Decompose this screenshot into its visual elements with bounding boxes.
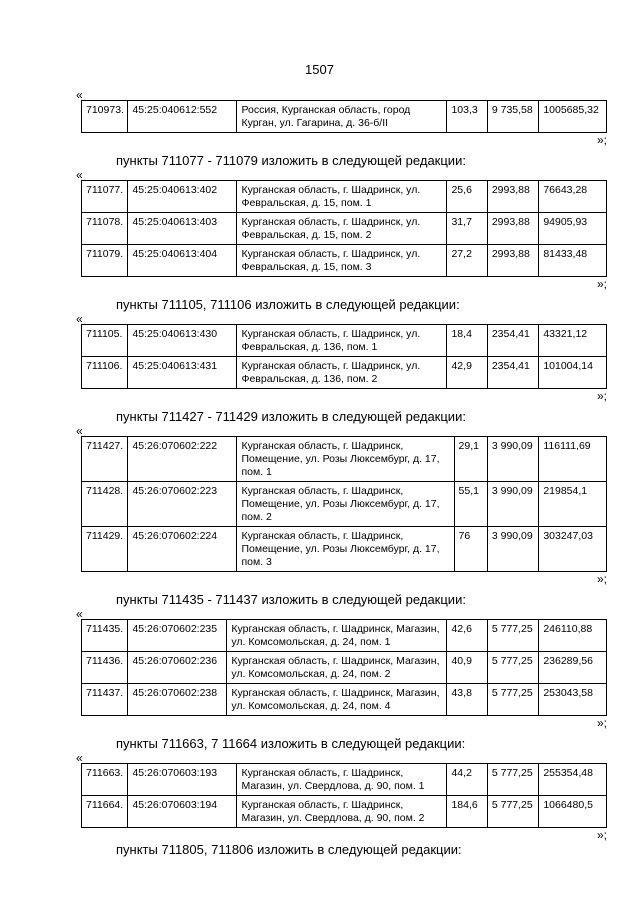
table-row bbox=[82, 357, 607, 389]
cadastral-number-cell: 45:26:070602:236 bbox=[128, 652, 227, 684]
cadastral-value-cell: 236289,56 bbox=[539, 652, 607, 684]
cadastral-value-cell: 303247,03 bbox=[539, 527, 607, 572]
item-number-cell: 711079. bbox=[82, 245, 128, 277]
table-row bbox=[82, 482, 607, 527]
price-per-unit-cell: 2993,88 bbox=[487, 245, 538, 277]
area-cell: 42,9 bbox=[447, 357, 487, 389]
amendment-instruction: пункты 711077 - 711079 изложить в следующей редакции: bbox=[116, 153, 466, 168]
final-instruction: пункты 711805, 711806 изложить в следующей редакции: bbox=[116, 842, 462, 857]
amendment-instruction: пункты 711105, 711106 изложить в следующей редакции: bbox=[116, 297, 460, 312]
document-body bbox=[0, 90, 639, 859]
cadastral-value-cell: 1005685,32 bbox=[539, 101, 607, 133]
cadastral-number-cell: 45:26:070602:223 bbox=[128, 482, 237, 527]
price-per-unit-cell: 3 990,09 bbox=[487, 437, 538, 482]
quote-close: »; bbox=[596, 828, 607, 842]
registry-table bbox=[81, 763, 607, 828]
price-per-unit-cell: 2354,41 bbox=[487, 325, 538, 357]
address-cell: Курганская область, г. Шадринск, Магазин, ул. Комсомольская, д. 24, пом. 4 bbox=[227, 684, 447, 716]
item-number-cell: 710973. bbox=[82, 101, 128, 133]
quote-open: « bbox=[76, 424, 83, 438]
area-cell: 55,1 bbox=[454, 482, 487, 527]
cadastral-number-cell: 45:26:070602:222 bbox=[128, 437, 237, 482]
cadastral-value-cell: 43321,12 bbox=[539, 325, 607, 357]
cadastral-value-cell: 81433,48 bbox=[539, 245, 607, 277]
registry-table bbox=[81, 436, 607, 572]
registry-table bbox=[81, 619, 607, 716]
cadastral-value-cell: 255354,48 bbox=[539, 764, 607, 796]
quote-open: « bbox=[76, 607, 83, 621]
address-cell: Курганская область, г. Шадринск, Магазин, ул. Свердлова, д. 90, пом. 2 bbox=[237, 796, 447, 828]
price-per-unit-cell: 3 990,09 bbox=[487, 527, 538, 572]
area-cell: 31,7 bbox=[447, 213, 487, 245]
address-cell: Курганская область, г. Шадринск, Помещение, ул. Розы Люксембург, д. 17, пом. 2 bbox=[237, 482, 454, 527]
area-cell: 29,1 bbox=[454, 437, 487, 482]
cadastral-value-cell: 219854,1 bbox=[539, 482, 607, 527]
item-number-cell: 711106. bbox=[82, 357, 128, 389]
registry-table bbox=[81, 180, 607, 277]
price-per-unit-cell: 9 735,58 bbox=[487, 101, 538, 133]
price-per-unit-cell: 2993,88 bbox=[487, 213, 538, 245]
price-per-unit-cell: 5 777,25 bbox=[487, 620, 538, 652]
item-number-cell: 711663. bbox=[82, 764, 128, 796]
amendment-instruction: пункты 711435 - 711437 изложить в следующей редакции: bbox=[116, 592, 466, 607]
cadastral-number-cell: 45:26:070603:193 bbox=[128, 764, 237, 796]
quote-close: »; bbox=[596, 277, 607, 291]
area-cell: 184,6 bbox=[447, 796, 487, 828]
area-cell: 76 bbox=[454, 527, 487, 572]
item-number-cell: 711429. bbox=[82, 527, 128, 572]
page-number: 1507 bbox=[305, 62, 334, 77]
cadastral-number-cell: 45:25:040613:430 bbox=[128, 325, 237, 357]
table-row bbox=[82, 245, 607, 277]
table-row bbox=[82, 437, 607, 482]
table-row bbox=[82, 796, 607, 828]
price-per-unit-cell: 3 990,09 bbox=[487, 482, 538, 527]
item-number-cell: 711437. bbox=[82, 684, 128, 716]
area-cell: 27,2 bbox=[447, 245, 487, 277]
address-cell: Курганская область, г. Шадринск, ул. Февральская, д. 136, пом. 1 bbox=[237, 325, 447, 357]
amendment-instruction: пункты 711427 - 711429 изложить в следующей редакции: bbox=[116, 409, 466, 424]
price-per-unit-cell: 5 777,25 bbox=[487, 764, 538, 796]
table-row bbox=[82, 620, 607, 652]
cadastral-value-cell: 253043,58 bbox=[539, 684, 607, 716]
item-number-cell: 711664. bbox=[82, 796, 128, 828]
cadastral-value-cell: 1066480,5 bbox=[539, 796, 607, 828]
area-cell: 43,8 bbox=[447, 684, 487, 716]
table-row bbox=[82, 181, 607, 213]
cadastral-value-cell: 76643,28 bbox=[539, 181, 607, 213]
address-cell: Курганская область, г. Шадринск, ул. Февральская, д. 136, пом. 2 bbox=[237, 357, 447, 389]
cadastral-number-cell: 45:25:040612:552 bbox=[128, 101, 237, 133]
area-cell: 42,6 bbox=[447, 620, 487, 652]
area-cell: 103,3 bbox=[447, 101, 487, 133]
cadastral-number-cell: 45:26:070603:194 bbox=[128, 796, 237, 828]
cadastral-number-cell: 45:26:070602:224 bbox=[128, 527, 237, 572]
cadastral-value-cell: 246110,88 bbox=[539, 620, 607, 652]
address-cell: Курганская область, г. Шадринск, Помещение, ул. Розы Люксембург, д. 17, пом. 1 bbox=[237, 437, 454, 482]
table-row bbox=[82, 101, 607, 133]
table-row bbox=[82, 764, 607, 796]
address-cell: Курганская область, г. Шадринск, Магазин, ул. Свердлова, д. 90, пом. 1 bbox=[237, 764, 447, 796]
address-cell: Курганская область, г. Шадринск, ул. Февральская, д. 15, пом. 2 bbox=[237, 213, 447, 245]
item-number-cell: 711428. bbox=[82, 482, 128, 527]
address-cell: Курганская область, г. Шадринск, ул. Февральская, д. 15, пом. 1 bbox=[237, 181, 447, 213]
price-per-unit-cell: 5 777,25 bbox=[487, 652, 538, 684]
area-cell: 44,2 bbox=[447, 764, 487, 796]
cadastral-number-cell: 45:26:070602:235 bbox=[128, 620, 227, 652]
quote-close: »; bbox=[596, 133, 607, 147]
quote-open: « bbox=[76, 88, 83, 102]
area-cell: 25,6 bbox=[447, 181, 487, 213]
quote-close: »; bbox=[596, 716, 607, 730]
address-cell: Курганская область, г. Шадринск, Помещение, ул. Розы Люксембург, д. 17, пом. 3 bbox=[237, 527, 454, 572]
quote-close: »; bbox=[596, 572, 607, 586]
address-cell: Курганская область, г. Шадринск, Магазин, ул. Комсомольская, д. 24, пом. 1 bbox=[227, 620, 447, 652]
item-number-cell: 711427. bbox=[82, 437, 128, 482]
price-per-unit-cell: 5 777,25 bbox=[487, 796, 538, 828]
registry-table bbox=[81, 324, 607, 389]
address-cell: Россия, Курганская область, город Курган, ул. Гагарина, д. 36-б/II bbox=[237, 101, 447, 133]
quote-open: « bbox=[76, 168, 83, 182]
table-row bbox=[82, 684, 607, 716]
cadastral-value-cell: 101004,14 bbox=[539, 357, 607, 389]
price-per-unit-cell: 2993,88 bbox=[487, 181, 538, 213]
quote-open: « bbox=[76, 751, 83, 765]
item-number-cell: 711078. bbox=[82, 213, 128, 245]
cadastral-number-cell: 45:25:040613:402 bbox=[128, 181, 237, 213]
area-cell: 40,9 bbox=[447, 652, 487, 684]
address-cell: Курганская область, г. Шадринск, ул. Февральская, д. 15, пом. 3 bbox=[237, 245, 447, 277]
cadastral-value-cell: 94905,93 bbox=[539, 213, 607, 245]
table-row bbox=[82, 325, 607, 357]
item-number-cell: 711077. bbox=[82, 181, 128, 213]
registry-table bbox=[81, 100, 607, 133]
quote-close: »; bbox=[596, 389, 607, 403]
area-cell: 18,4 bbox=[447, 325, 487, 357]
item-number-cell: 711436. bbox=[82, 652, 128, 684]
table-row bbox=[82, 652, 607, 684]
quote-open: « bbox=[76, 312, 83, 326]
table-row bbox=[82, 213, 607, 245]
price-per-unit-cell: 2354,41 bbox=[487, 357, 538, 389]
cadastral-number-cell: 45:26:070602:238 bbox=[128, 684, 227, 716]
amendment-instruction: пункты 711663, 7 11664 изложить в следующей редакции: bbox=[116, 736, 466, 751]
cadastral-number-cell: 45:25:040613:403 bbox=[128, 213, 237, 245]
address-cell: Курганская область, г. Шадринск, Магазин, ул. Комсомольская, д. 24, пом. 2 bbox=[227, 652, 447, 684]
price-per-unit-cell: 5 777,25 bbox=[487, 684, 538, 716]
cadastral-number-cell: 45:25:040613:431 bbox=[128, 357, 237, 389]
table-row bbox=[82, 527, 607, 572]
item-number-cell: 711105. bbox=[82, 325, 128, 357]
cadastral-value-cell: 116111,69 bbox=[539, 437, 607, 482]
item-number-cell: 711435. bbox=[82, 620, 128, 652]
cadastral-number-cell: 45:25:040613:404 bbox=[128, 245, 237, 277]
